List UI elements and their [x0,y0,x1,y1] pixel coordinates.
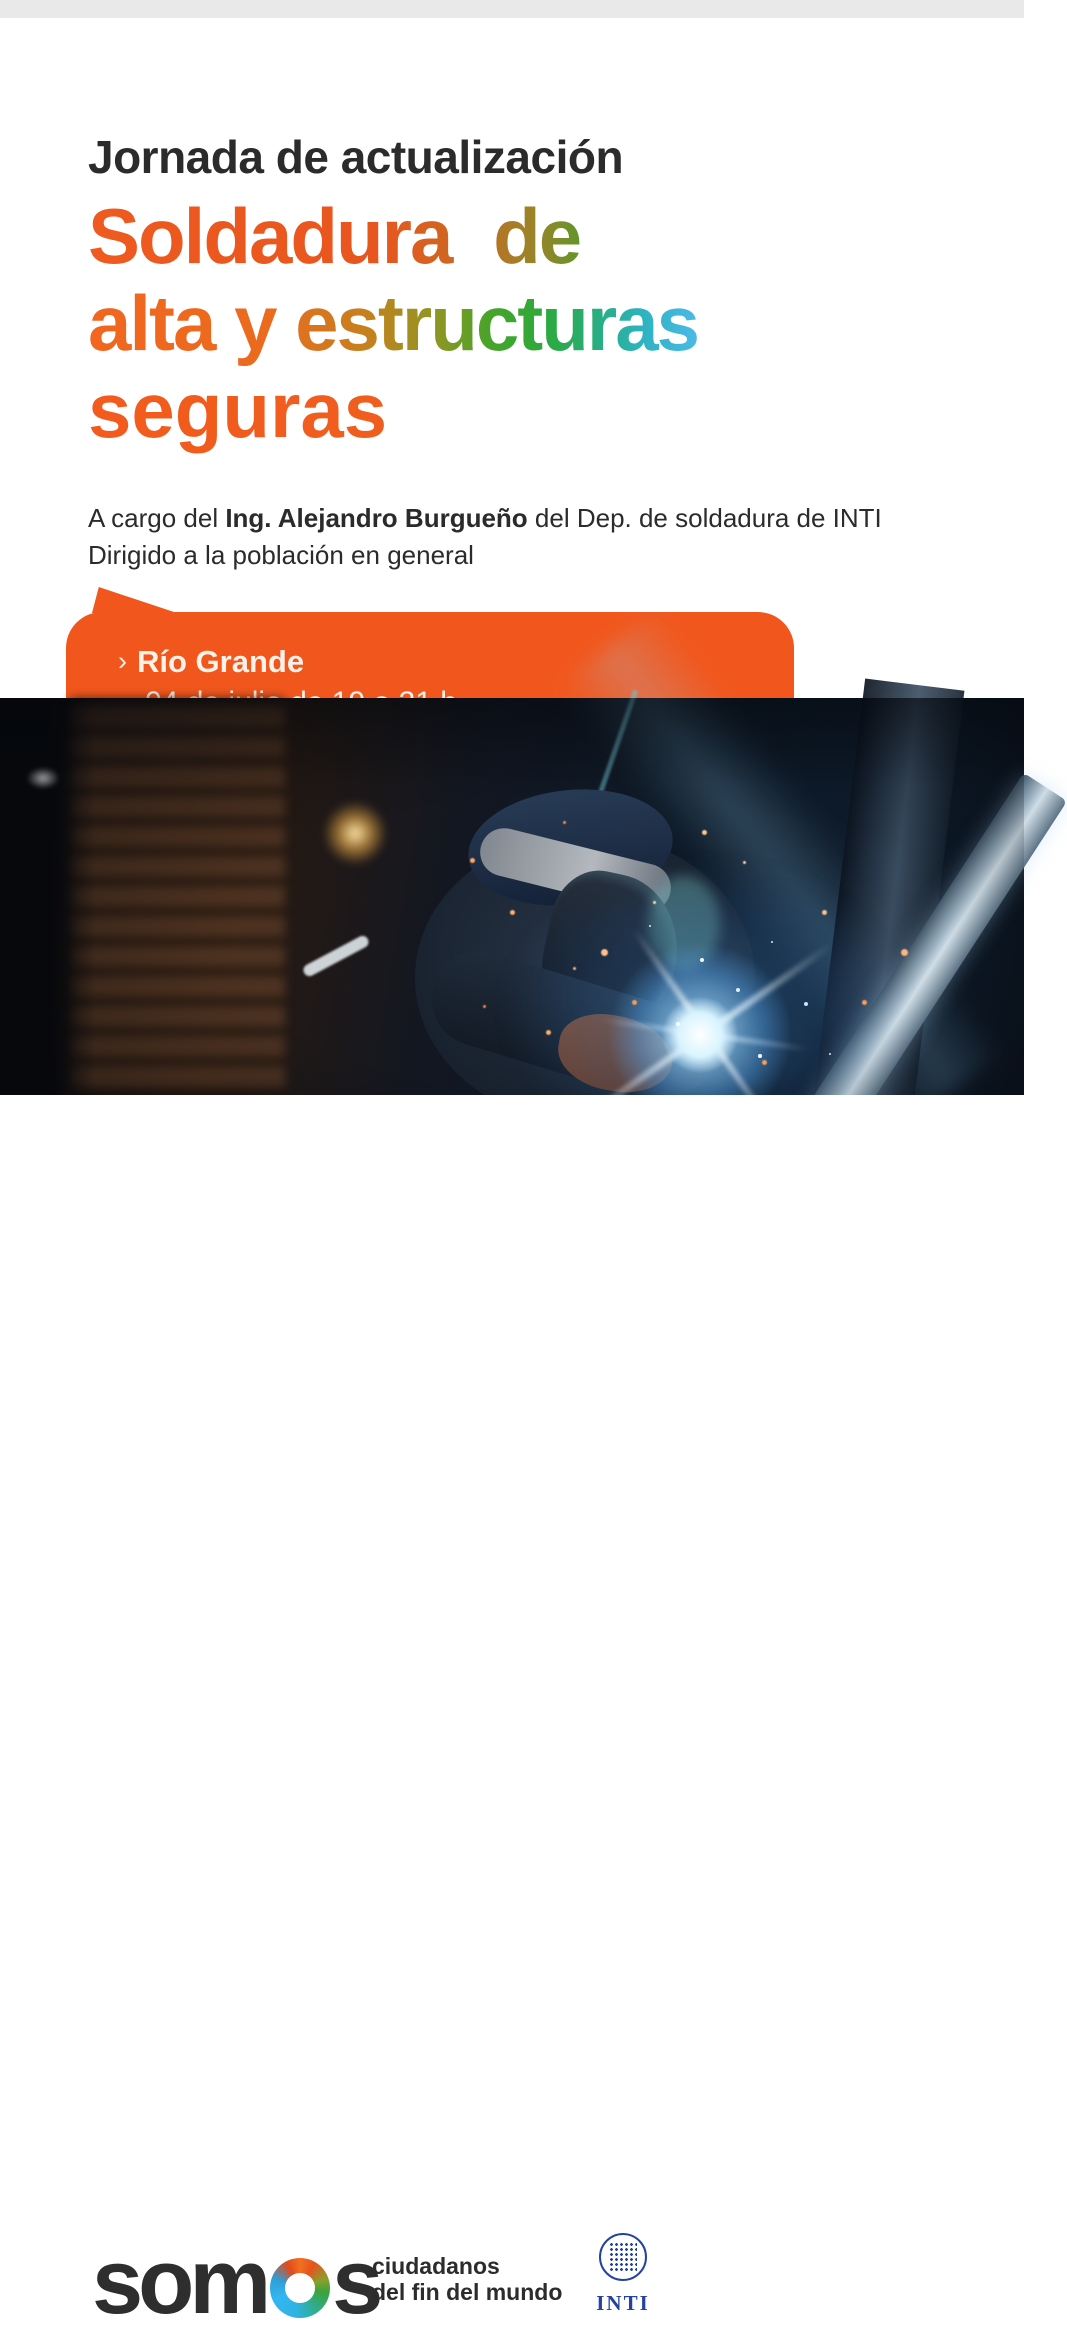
main-title-line-2: alta y estructuras [88,279,698,367]
welding-photo [0,698,1024,1095]
somos-swirl-o-icon [270,2258,330,2318]
photo-vignette [0,698,1024,1095]
inti-label: INTI [596,2291,650,2315]
somos-text-prefix: som [92,2231,267,2333]
somos-logo [92,2230,378,2335]
main-title-line-1: Soldadura de [88,193,698,280]
somos-text-suffix: s [332,2231,379,2333]
city-name: Río Grande [137,644,305,679]
chevron-right-icon: › [118,646,127,676]
callout-tail [92,587,177,613]
top-gray-band [0,0,1024,18]
speaker-prefix: A cargo del [88,503,226,533]
inti-logo [584,2233,662,2316]
inti-ellipse-icon [599,2233,647,2281]
inti-dot-matrix-icon [609,2242,637,2272]
event-description [88,500,882,574]
speaker-line [88,500,882,537]
audience-line: Dirigido a la población en general [88,540,474,570]
speaker-suffix: del Dep. de soldadura de INTI [527,503,882,533]
tagline-line-2: del fin del mundo [372,2279,563,2305]
somos-tagline [372,2253,562,2305]
main-title-line-3: seguras [88,367,698,454]
footer [0,1095,1024,2333]
kicker-heading: Jornada de actualización [88,131,624,183]
main-title [88,193,698,454]
tagline-line-1: ciudadanos [372,2253,500,2279]
speaker-name: Ing. Alejandro Burgueño [225,503,528,533]
